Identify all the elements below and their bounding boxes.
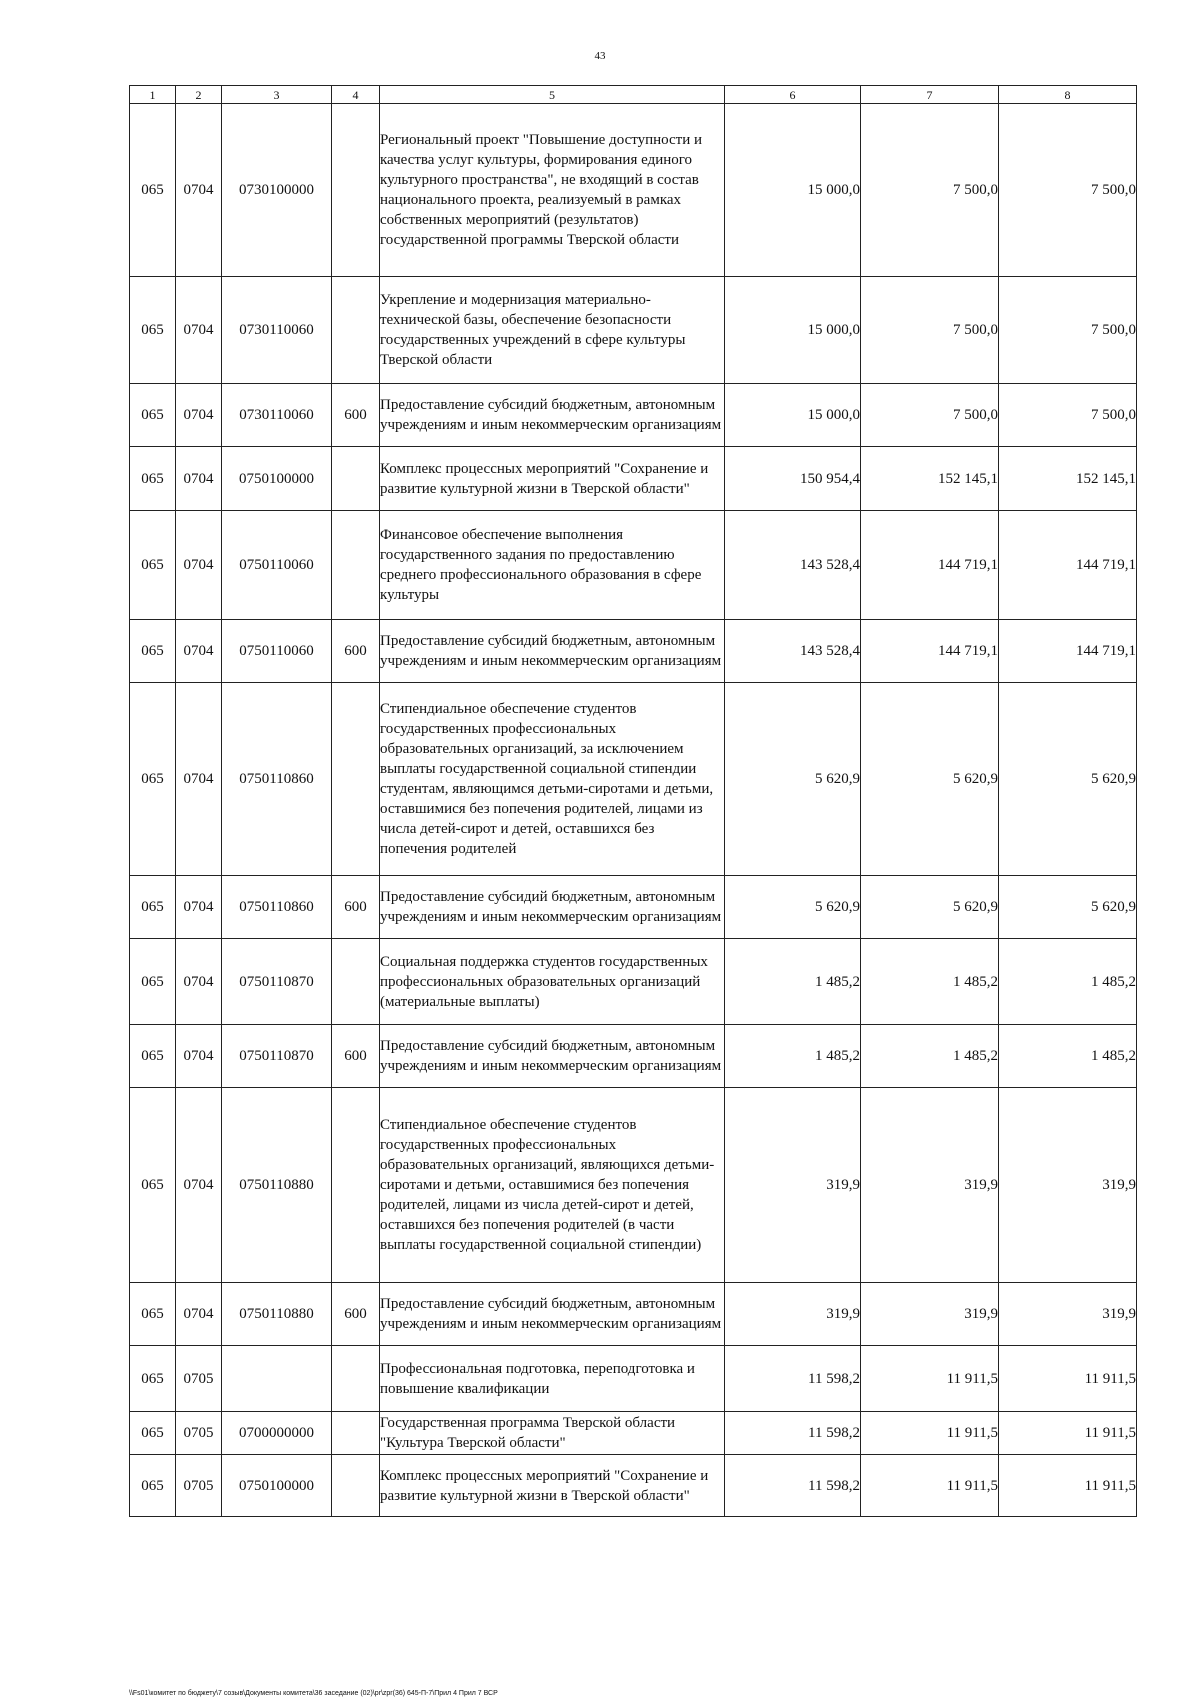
amount-col-8: 11 911,5 bbox=[999, 1455, 1137, 1517]
amount-col-7: 11 911,5 bbox=[861, 1346, 999, 1412]
amount-col-7: 5 620,9 bbox=[861, 876, 999, 939]
item-description: Комплекс процессных мероприятий "Сохранение и развитие культурной жизни в Тверской области" bbox=[380, 447, 725, 511]
ministry-code: 065 bbox=[130, 620, 176, 683]
target-article-code: 0730110060 bbox=[222, 277, 332, 384]
ministry-code: 065 bbox=[130, 1025, 176, 1088]
table-row bbox=[130, 1412, 1137, 1455]
expense-type-code: 600 bbox=[332, 620, 380, 683]
ministry-code: 065 bbox=[130, 1283, 176, 1346]
expense-type-code bbox=[332, 683, 380, 876]
item-description: Стипендиальное обеспечение студентов государственных профессиональных образовательных организаций, за исключением выплаты государственной социальной стипендии студентам, являющимся детьми-сиротами и детьми, оставшимися без попечения родителей, лицами из числа детей-сирот и детей, оставшихся без попечения родителей bbox=[380, 683, 725, 876]
column-number: 5 bbox=[380, 86, 725, 104]
column-number: 4 bbox=[332, 86, 380, 104]
expense-type-code bbox=[332, 277, 380, 384]
section-code: 0704 bbox=[176, 1283, 222, 1346]
item-description: Социальная поддержка студентов государственных профессиональных образовательных организаций (материальные выплаты) bbox=[380, 939, 725, 1025]
section-code: 0704 bbox=[176, 384, 222, 447]
table-row bbox=[130, 1088, 1137, 1283]
amount-col-8: 319,9 bbox=[999, 1088, 1137, 1283]
section-code: 0704 bbox=[176, 1088, 222, 1283]
table-row bbox=[130, 620, 1137, 683]
section-code: 0704 bbox=[176, 876, 222, 939]
amount-col-6: 15 000,0 bbox=[725, 277, 861, 384]
table-row bbox=[130, 1455, 1137, 1517]
target-article-code: 0750110880 bbox=[222, 1283, 332, 1346]
column-number: 2 bbox=[176, 86, 222, 104]
target-article-code: 0750100000 bbox=[222, 447, 332, 511]
ministry-code: 065 bbox=[130, 1412, 176, 1455]
amount-col-8: 7 500,0 bbox=[999, 384, 1137, 447]
table-row bbox=[130, 939, 1137, 1025]
amount-col-6: 5 620,9 bbox=[725, 683, 861, 876]
target-article-code: 0750110060 bbox=[222, 511, 332, 620]
table-row bbox=[130, 1346, 1137, 1412]
target-article-code bbox=[222, 1346, 332, 1412]
amount-col-7: 7 500,0 bbox=[861, 384, 999, 447]
item-description: Государственная программа Тверской области "Культура Тверской области" bbox=[380, 1412, 725, 1455]
ministry-code: 065 bbox=[130, 683, 176, 876]
expense-type-code: 600 bbox=[332, 1025, 380, 1088]
amount-col-6: 11 598,2 bbox=[725, 1412, 861, 1455]
amount-col-8: 144 719,1 bbox=[999, 620, 1137, 683]
ministry-code: 065 bbox=[130, 277, 176, 384]
target-article-code: 0730110060 bbox=[222, 384, 332, 447]
section-code: 0704 bbox=[176, 1025, 222, 1088]
amount-col-8: 144 719,1 bbox=[999, 511, 1137, 620]
column-number: 7 bbox=[861, 86, 999, 104]
item-description: Финансовое обеспечение выполнения государственного задания по предоставлению среднего профессионального образования в сфере культуры bbox=[380, 511, 725, 620]
amount-col-8: 1 485,2 bbox=[999, 1025, 1137, 1088]
budget-table bbox=[129, 85, 1137, 1517]
target-article-code: 0750110870 bbox=[222, 1025, 332, 1088]
expense-type-code bbox=[332, 447, 380, 511]
amount-col-6: 5 620,9 bbox=[725, 876, 861, 939]
amount-col-6: 11 598,2 bbox=[725, 1455, 861, 1517]
table-row bbox=[130, 511, 1137, 620]
ministry-code: 065 bbox=[130, 1088, 176, 1283]
ministry-code: 065 bbox=[130, 447, 176, 511]
table-row bbox=[130, 447, 1137, 511]
target-article-code: 0750100000 bbox=[222, 1455, 332, 1517]
item-description: Предоставление субсидий бюджетным, автономным учреждениям и иным некоммерческим организациям bbox=[380, 1283, 725, 1346]
item-description: Предоставление субсидий бюджетным, автономным учреждениям и иным некоммерческим организациям bbox=[380, 620, 725, 683]
amount-col-6: 1 485,2 bbox=[725, 1025, 861, 1088]
target-article-code: 0730100000 bbox=[222, 104, 332, 277]
amount-col-8: 7 500,0 bbox=[999, 277, 1137, 384]
expense-type-code: 600 bbox=[332, 1283, 380, 1346]
column-number: 6 bbox=[725, 86, 861, 104]
ministry-code: 065 bbox=[130, 104, 176, 277]
amount-col-8: 11 911,5 bbox=[999, 1346, 1137, 1412]
amount-col-7: 319,9 bbox=[861, 1283, 999, 1346]
page-number: 43 bbox=[594, 50, 606, 62]
amount-col-6: 143 528,4 bbox=[725, 511, 861, 620]
amount-col-8: 152 145,1 bbox=[999, 447, 1137, 511]
column-number: 3 bbox=[222, 86, 332, 104]
target-article-code: 0750110860 bbox=[222, 876, 332, 939]
amount-col-6: 15 000,0 bbox=[725, 104, 861, 277]
section-code: 0704 bbox=[176, 447, 222, 511]
amount-col-6: 150 954,4 bbox=[725, 447, 861, 511]
ministry-code: 065 bbox=[130, 511, 176, 620]
item-description: Комплекс процессных мероприятий "Сохранение и развитие культурной жизни в Тверской области" bbox=[380, 1455, 725, 1517]
table-row bbox=[130, 876, 1137, 939]
section-code: 0705 bbox=[176, 1346, 222, 1412]
file-path-footer: \\Fs01\комитет по бюджету\7 созыв\Документы комитета\36 заседание (02)\pr\zpr(36) 645-П-7\Прил 4 Прил 7 ВСР bbox=[129, 1690, 498, 1697]
expense-type-code bbox=[332, 511, 380, 620]
amount-col-8: 1 485,2 bbox=[999, 939, 1137, 1025]
expense-type-code bbox=[332, 1088, 380, 1283]
amount-col-7: 11 911,5 bbox=[861, 1455, 999, 1517]
section-code: 0704 bbox=[176, 939, 222, 1025]
amount-col-6: 143 528,4 bbox=[725, 620, 861, 683]
ministry-code: 065 bbox=[130, 876, 176, 939]
expense-type-code bbox=[332, 104, 380, 277]
item-description: Стипендиальное обеспечение студентов государственных профессиональных образовательных организаций, являющихся детьми-сиротами и детьми, оставшимися без попечения родителей, лицами из числа детей-сирот и детей, оставшихся без попечения родителей (в части выплаты государственной социальной стипендии) bbox=[380, 1088, 725, 1283]
amount-col-8: 7 500,0 bbox=[999, 104, 1137, 277]
amount-col-6: 319,9 bbox=[725, 1088, 861, 1283]
ministry-code: 065 bbox=[130, 939, 176, 1025]
amount-col-7: 1 485,2 bbox=[861, 1025, 999, 1088]
amount-col-7: 144 719,1 bbox=[861, 511, 999, 620]
column-number: 1 bbox=[130, 86, 176, 104]
column-number: 8 bbox=[999, 86, 1137, 104]
expense-type-code bbox=[332, 1412, 380, 1455]
amount-col-7: 144 719,1 bbox=[861, 620, 999, 683]
section-code: 0705 bbox=[176, 1455, 222, 1517]
table-row bbox=[130, 384, 1137, 447]
target-article-code: 0750110060 bbox=[222, 620, 332, 683]
table-row bbox=[130, 1025, 1137, 1088]
section-code: 0704 bbox=[176, 511, 222, 620]
amount-col-8: 11 911,5 bbox=[999, 1412, 1137, 1455]
table-row bbox=[130, 683, 1137, 876]
amount-col-8: 319,9 bbox=[999, 1283, 1137, 1346]
ministry-code: 065 bbox=[130, 1346, 176, 1412]
amount-col-7: 7 500,0 bbox=[861, 104, 999, 277]
amount-col-6: 11 598,2 bbox=[725, 1346, 861, 1412]
item-description: Предоставление субсидий бюджетным, автономным учреждениям и иным некоммерческим организациям bbox=[380, 384, 725, 447]
item-description: Региональный проект "Повышение доступности и качества услуг культуры, формирования единого культурного пространства", не входящий в состав национального проекта, реализуемый в рамках собственных мероприятий (результатов) государственной программы Тверской области bbox=[380, 104, 725, 277]
amount-col-7: 1 485,2 bbox=[861, 939, 999, 1025]
expense-type-code: 600 bbox=[332, 876, 380, 939]
target-article-code: 0700000000 bbox=[222, 1412, 332, 1455]
amount-col-6: 1 485,2 bbox=[725, 939, 861, 1025]
amount-col-7: 7 500,0 bbox=[861, 277, 999, 384]
ministry-code: 065 bbox=[130, 1455, 176, 1517]
expense-type-code: 600 bbox=[332, 384, 380, 447]
table-row bbox=[130, 104, 1137, 277]
amount-col-6: 319,9 bbox=[725, 1283, 861, 1346]
section-code: 0704 bbox=[176, 104, 222, 277]
amount-col-8: 5 620,9 bbox=[999, 876, 1137, 939]
column-number-row bbox=[130, 86, 1137, 104]
section-code: 0704 bbox=[176, 683, 222, 876]
table-row bbox=[130, 1283, 1137, 1346]
amount-col-8: 5 620,9 bbox=[999, 683, 1137, 876]
target-article-code: 0750110870 bbox=[222, 939, 332, 1025]
section-code: 0704 bbox=[176, 620, 222, 683]
target-article-code: 0750110860 bbox=[222, 683, 332, 876]
section-code: 0705 bbox=[176, 1412, 222, 1455]
ministry-code: 065 bbox=[130, 384, 176, 447]
table-row bbox=[130, 277, 1137, 384]
amount-col-7: 319,9 bbox=[861, 1088, 999, 1283]
target-article-code: 0750110880 bbox=[222, 1088, 332, 1283]
expense-type-code bbox=[332, 1346, 380, 1412]
item-description: Предоставление субсидий бюджетным, автономным учреждениям и иным некоммерческим организациям bbox=[380, 876, 725, 939]
item-description: Предоставление субсидий бюджетным, автономным учреждениям и иным некоммерческим организациям bbox=[380, 1025, 725, 1088]
item-description: Профессиональная подготовка, переподготовка и повышение квалификации bbox=[380, 1346, 725, 1412]
amount-col-7: 11 911,5 bbox=[861, 1412, 999, 1455]
amount-col-6: 15 000,0 bbox=[725, 384, 861, 447]
item-description: Укрепление и модернизация материально-технической базы, обеспечение безопасности государственных учреждений в сфере культуры Тверской области bbox=[380, 277, 725, 384]
expense-type-code bbox=[332, 1455, 380, 1517]
expense-type-code bbox=[332, 939, 380, 1025]
section-code: 0704 bbox=[176, 277, 222, 384]
amount-col-7: 5 620,9 bbox=[861, 683, 999, 876]
amount-col-7: 152 145,1 bbox=[861, 447, 999, 511]
